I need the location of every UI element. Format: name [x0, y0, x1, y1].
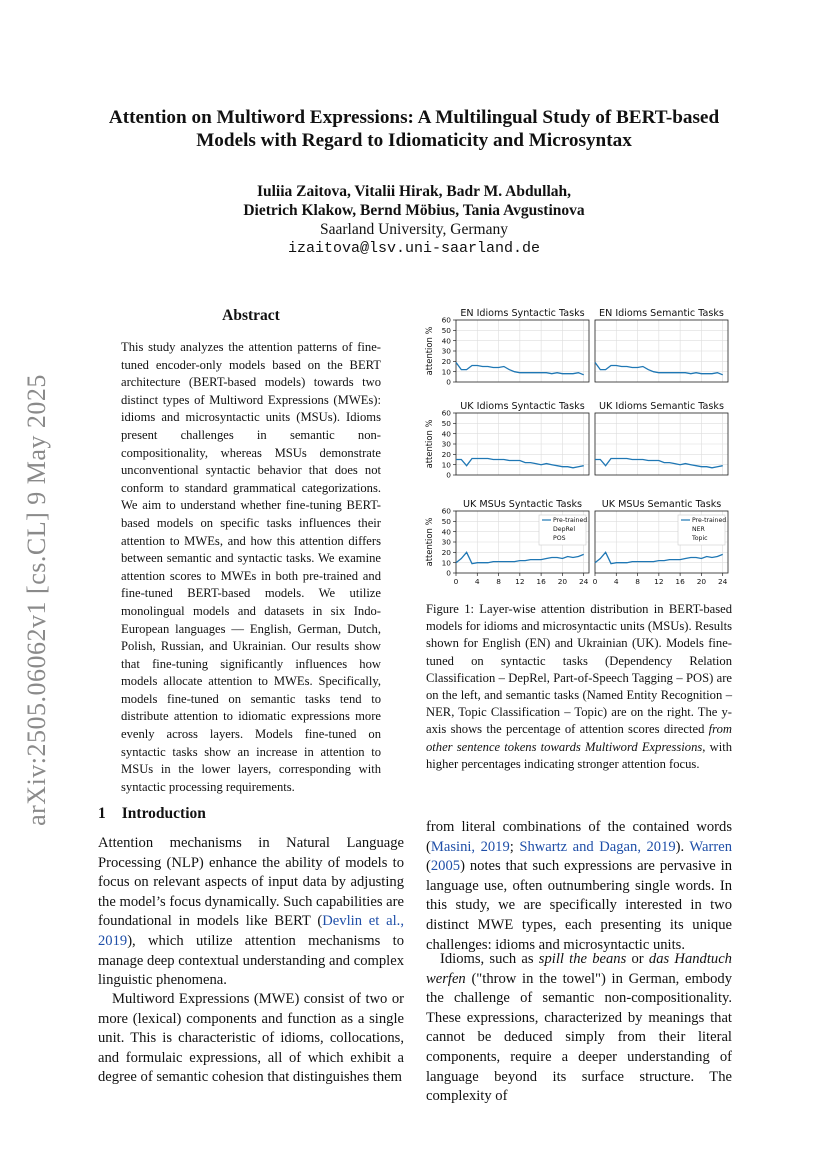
x-tick-label: 4: [613, 577, 619, 586]
y-tick-label: 10: [441, 367, 451, 377]
figure-1-caption: [426, 601, 732, 773]
right-paragraph-2: [426, 950, 732, 1107]
author-mobius: Bernd Möbius: [360, 202, 456, 219]
y-tick-label: 30: [441, 537, 451, 547]
intro-paragraph-1: [98, 834, 404, 991]
author-block: [90, 182, 738, 258]
right-p1-text-4: ) notes that such expressions are pervasive in language use, often outnumbering single words. In this study, we are specifically interested in two distinct MWE types, each presenting its unique challenges: idioms and microsyntactic units.: [426, 858, 732, 953]
chart-panel: [593, 499, 728, 586]
chart-title: EN Idioms Semantic Tasks: [599, 308, 724, 319]
legend-entry: NER: [692, 526, 705, 533]
paper-title: [90, 106, 738, 152]
y-tick-label: 40: [441, 527, 451, 537]
x-tick-label: 20: [557, 577, 568, 586]
legend-entry: DepRel: [553, 526, 576, 533]
right-p1-text: from literal combinations of the contained words (: [426, 819, 732, 855]
legend-entry: Pre-trained: [553, 517, 588, 524]
legend-entry: Pre-trained: [692, 517, 727, 524]
legend-entry: Topic: [692, 535, 708, 542]
y-tick-label: 40: [441, 429, 451, 439]
x-tick-label: 4: [474, 577, 480, 586]
x-tick-label: 24: [578, 577, 589, 586]
idiom-example-en: spill the beans: [538, 951, 627, 967]
chart-panel: [595, 401, 728, 475]
section-number: 1: [98, 805, 106, 822]
chart-title: UK MSUs Syntactic Tasks: [462, 499, 583, 510]
right-p1-text-3: (: [426, 858, 431, 875]
citation-link-masini[interactable]: Masini, 2019: [430, 838, 510, 855]
x-tick-label: 16: [536, 577, 546, 586]
y-axis-label: attention %: [424, 326, 434, 376]
y-tick-label: 60: [441, 315, 451, 325]
authors-line-1: Iuliia Zaitova, Vitalii Hirak, Badr M. Abdullah,: [256, 183, 572, 200]
affiliation: Saarland University, Germany: [320, 221, 508, 238]
chart-panel: [595, 308, 728, 382]
x-tick-label: 12: [654, 577, 664, 586]
arxiv-sidebar-stamp: [16, 360, 58, 840]
intro-p1-text: Attention mechanisms in Natural Language Processing (NLP) enhance the ability of models to focus on relevant aspects of input data by adjusting the model’s focus dynamically. Such capabilities are foundational in models like BERT (: [98, 835, 404, 930]
legend-entry: POS: [553, 535, 566, 542]
chart-title: EN Idioms Syntactic Tasks: [460, 308, 585, 319]
y-axis-label: attention %: [424, 419, 434, 469]
x-tick-label: 0: [453, 577, 459, 586]
y-tick-label: 60: [441, 408, 451, 418]
y-tick-label: 10: [441, 558, 451, 568]
arxiv-identifier: arXiv:2505.06062v1 [cs.CL] 9 May 2025: [22, 374, 51, 826]
citation-link-warren-year[interactable]: 2005: [430, 858, 461, 875]
title-line-2: Models with Regard to Idiomaticity and Microsyntax: [196, 130, 632, 151]
y-tick-label: 40: [441, 336, 451, 346]
chart-title: UK Idioms Semantic Tasks: [599, 401, 724, 412]
y-tick-label: 0: [446, 470, 451, 480]
y-tick-label: 0: [446, 568, 451, 578]
x-tick-label: 0: [592, 577, 598, 586]
y-axis-label: attention %: [424, 517, 434, 567]
y-tick-label: 0: [446, 377, 451, 387]
section-title: Introduction: [121, 805, 206, 822]
citation-separator: ;: [509, 838, 520, 855]
x-tick-label: 8: [496, 577, 501, 586]
right-paragraph-1: [426, 818, 732, 955]
right-p2-text-3: ("throw in the towel") in German, embody the challenge of semantic non-compositionality. These expressions, characterized by meanings that cannot be deduced simply from their literal components, require a deeper understanding of language beyond its surface structure. The complexity of: [426, 970, 732, 1105]
intro-paragraph-2: Multiword Expressions (MWE) consist of two or more (lexical) components and function as a single unit. This is characteristic of idioms, collocations, and formulaic expressions, all of which exhibit a degree of semantic cohesion that distinguishes them: [98, 991, 404, 1086]
x-tick-label: 8: [635, 577, 640, 586]
caption-text-end: , with higher percentages indicating stronger attention focus.: [426, 739, 733, 771]
caption-italic: from other sentence tokens towards Multiword Expressions: [426, 722, 732, 754]
chart-panel: [424, 499, 589, 586]
section-heading-introduction: [98, 805, 206, 823]
abstract-heading: Abstract: [222, 307, 280, 324]
citation-link-shwartz[interactable]: Shwartz and Dagan, 2019: [519, 838, 676, 855]
figure-1-charts: [422, 302, 742, 594]
idiom-example-de: das Handtuch werfen: [426, 951, 732, 987]
citation-link-devlin[interactable]: Devlin et al., 2019: [98, 913, 404, 949]
x-tick-label: 12: [515, 577, 525, 586]
figure-1: [422, 302, 742, 594]
author-separator: ,: [352, 202, 361, 219]
citation-link-warren[interactable]: Warren: [689, 838, 732, 855]
authors-line-2: [90, 201, 738, 220]
x-tick-label: 16: [675, 577, 685, 586]
chart-title: UK MSUs Semantic Tasks: [601, 499, 722, 510]
title-line-1: Attention on Multiword Expressions: A Multilingual Study of BERT-based: [108, 107, 720, 128]
chart-title: UK Idioms Syntactic Tasks: [460, 401, 585, 412]
y-tick-label: 50: [441, 418, 451, 428]
y-tick-label: 10: [441, 460, 451, 470]
y-tick-label: 20: [441, 449, 451, 459]
chart-panel: [424, 308, 589, 387]
y-tick-label: 60: [441, 506, 451, 516]
author-email: izaitova@lsv.uni-saarland.de: [287, 240, 541, 257]
author-klakow: Dietrich Klakow: [243, 202, 353, 219]
x-tick-label: 24: [717, 577, 728, 586]
x-tick-label: 20: [696, 577, 707, 586]
intro-p1-text-end: ), which utilize attention mechanisms to manage deep contextual understanding and complex linguistic phenomena.: [98, 932, 404, 989]
y-tick-label: 30: [441, 439, 451, 449]
author-separator: ,: [455, 202, 463, 219]
y-tick-label: 30: [441, 346, 451, 356]
author-avgustinova: Tania Avgustinova: [462, 202, 585, 219]
y-tick-label: 50: [441, 516, 451, 526]
right-p2-text: Idioms, such as: [440, 951, 539, 967]
abstract-text: This study analyzes the attention patterns of fine-tuned encoder-only models based on the BERT architecture (BERT-based models) towards two distinct types of Multiword Expressions (MWEs): idioms and microsyntactic units (MSUs). Idioms present challenges in semantic non-compositionality, whereas MSUs demonstrate unconventional syntactic behavior that does not conform to standard grammatical categorizations. We aim to understand whether fine-tuning BERT-based models on specific tasks influences their attention to MWEs, and how this attention differs between semantic and syntactic tasks. We examine attention scores to MWEs in both pre-trained and fine-tuned BERT-based models. We utilize monolingual models and datasets in six Indo-European languages — English, German, Dutch, Polish, Russian, and Ukrainian. Our results show that fine-tuning significantly influences how models allocate attention to MWEs. Specifically, models fine-tuned on semantic tasks tend to distribute attention to idiomatic expressions more evenly across layers. Models fine-tuned on syntactic tasks show an increase in attention to MSUs in the lower layers, corresponding with syntactic processing requirements.: [121, 340, 381, 794]
y-tick-label: 20: [441, 356, 451, 366]
y-tick-label: 50: [441, 325, 451, 335]
caption-text: Figure 1: Layer-wise attention distribution in BERT-based models for idioms and microsyntactic units (MSUs). Results shown for English (EN) and Ukrainian (UK). Models fine-tuned on syntactic tasks (Dependency Relation Classification – DepRel, Part-of-Speech Tagging – POS) are on the left, and semantic tasks (Named Entity Recognition – NER, Topic Classification – Topic) are on the right. The y-axis shows the percentage of attention scores directed: [426, 602, 732, 737]
right-p2-text-2: or: [626, 951, 649, 967]
chart-panel: [424, 401, 589, 480]
right-p1-text-2: ).: [675, 838, 690, 855]
y-tick-label: 20: [441, 547, 451, 557]
